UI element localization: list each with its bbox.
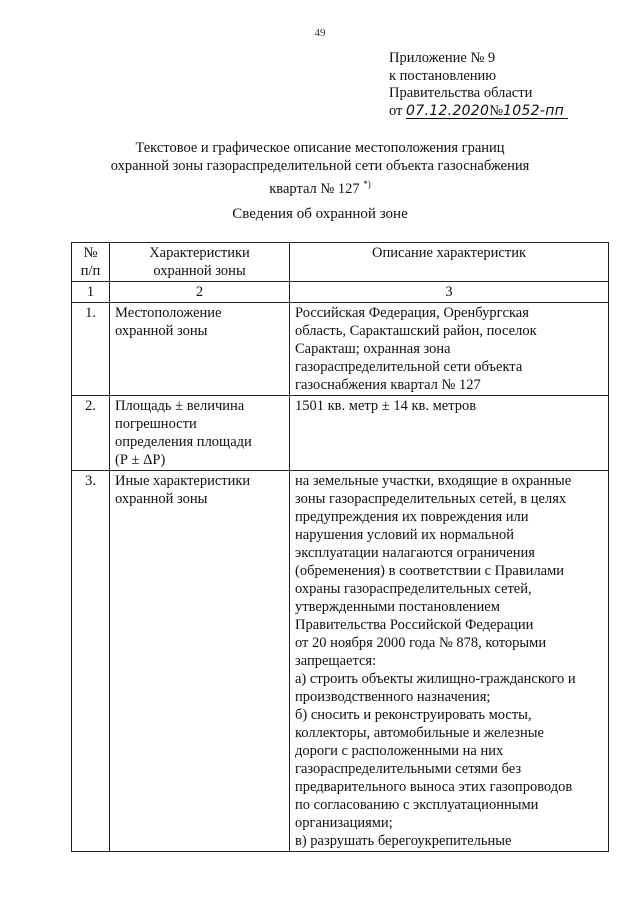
row-description — [290, 396, 609, 471]
header-number — [72, 243, 110, 282]
description-line: охраны газораспределительных сетей, — [295, 581, 532, 597]
table-row — [72, 471, 609, 852]
description-line: Российская Федерация, Оренбургская — [295, 305, 529, 321]
column-number-row — [72, 282, 609, 303]
page-number: 49 — [314, 27, 326, 39]
characteristic-line: Иные характеристики — [115, 473, 251, 489]
row-number: 1. — [72, 303, 110, 396]
title-line-3: квартал № 127 — [269, 181, 360, 197]
table-body — [72, 303, 609, 852]
description-line: организациями; — [295, 815, 393, 831]
characteristic-line: определения площади — [115, 434, 252, 450]
handwritten-date: 07.12.2020 — [406, 102, 490, 119]
description-line: предупреждения их повреждения или — [295, 509, 529, 525]
description-line: газораспределительными сетями без — [295, 761, 522, 777]
title-line-1: Текстовое и графическое описание местоположения границ — [135, 140, 505, 156]
description-line: эксплуатации налагаются ограничения — [295, 545, 535, 561]
header-number-line: № — [83, 245, 98, 261]
description-line: 1501 кв. метр ± 14 кв. метров — [295, 398, 477, 414]
description-line: по согласованию с эксплуатационными — [295, 797, 539, 813]
characteristic-line: охранной зоны — [115, 323, 208, 339]
appendix-from-label: от — [389, 102, 403, 119]
characteristic-line: Местоположение — [115, 305, 222, 321]
header-characteristics-line: охранной зоны — [153, 263, 246, 279]
row-description — [290, 303, 609, 396]
description-line: в) разрушать берегоукрепительные — [295, 833, 512, 849]
column-number: 3 — [290, 282, 609, 303]
description-line: Правительства Российской Федерации — [295, 617, 534, 633]
characteristic-line: (Р ± ΔР) — [115, 452, 166, 468]
row-characteristic — [110, 303, 290, 396]
date-underline — [406, 118, 568, 119]
description-line: область, Саракташский район, поселок — [295, 323, 537, 339]
row-number: 3. — [72, 471, 110, 852]
table-header-row — [72, 243, 609, 282]
description-line: (обременения) в соответствии с Правилами — [295, 563, 565, 579]
table-row — [72, 303, 609, 396]
title-line-2: охранной зоны газораспределительной сети объекта газоснабжения — [110, 158, 530, 174]
document-title — [0, 139, 640, 198]
row-characteristic — [110, 396, 290, 471]
protection-zone-table — [71, 242, 609, 852]
description-line: предварительного выноса этих газопроводов — [295, 779, 573, 795]
characteristic-line: охранной зоны — [115, 491, 208, 507]
table-row — [72, 396, 609, 471]
column-number: 1 — [72, 282, 110, 303]
description-line: на земельные участки, входящие в охранные — [295, 473, 572, 489]
footnote-mark: *) — [363, 179, 371, 189]
header-characteristics — [110, 243, 290, 282]
description-line: запрещается: — [295, 653, 377, 669]
description-line: газораспределительной сети объекта — [295, 359, 523, 375]
appendix-line-3: Правительства области — [389, 85, 533, 101]
row-number: 2. — [72, 396, 110, 471]
description-line: а) строить объекты жилищно-гражданского и — [295, 671, 576, 687]
characteristic-line: Площадь ± величина — [115, 398, 245, 414]
header-description: Описание характеристик — [290, 243, 609, 282]
appendix-block — [389, 50, 564, 120]
title-line-3-wrap — [0, 175, 640, 198]
row-description — [290, 471, 609, 852]
description-line: коллекторы, автомобильные и железные — [295, 725, 544, 741]
description-line: Саракташ; охранная зона — [295, 341, 451, 357]
number-sign: № — [489, 102, 504, 119]
column-number: 2 — [110, 282, 290, 303]
handwritten-number: 1052-пп — [503, 102, 565, 119]
header-characteristics-line: Характеристики — [149, 245, 250, 261]
appendix-line-1: Приложение № 9 — [389, 50, 496, 66]
description-line: нарушения условий их нормальной — [295, 527, 515, 543]
appendix-date-line — [389, 103, 564, 121]
description-line: утвержденными постановлением — [295, 599, 500, 615]
characteristic-line: погрешности — [115, 416, 197, 432]
description-line: дороги с расположенными на них — [295, 743, 504, 759]
description-line: газоснабжения квартал № 127 — [295, 377, 481, 393]
description-line: б) сносить и реконструировать мосты, — [295, 707, 532, 723]
row-characteristic — [110, 471, 290, 852]
header-number-line: п/п — [80, 263, 101, 279]
handwritten-date-field — [406, 103, 564, 121]
description-line: зоны газораспределительных сетей, в целях — [295, 491, 567, 507]
section-subtitle: Сведения об охранной зоне — [232, 206, 408, 222]
description-line: от 20 ноября 2000 года № 878, которыми — [295, 635, 547, 651]
description-line: производственного назначения; — [295, 689, 491, 705]
appendix-line-2: к постановлению — [389, 67, 497, 84]
